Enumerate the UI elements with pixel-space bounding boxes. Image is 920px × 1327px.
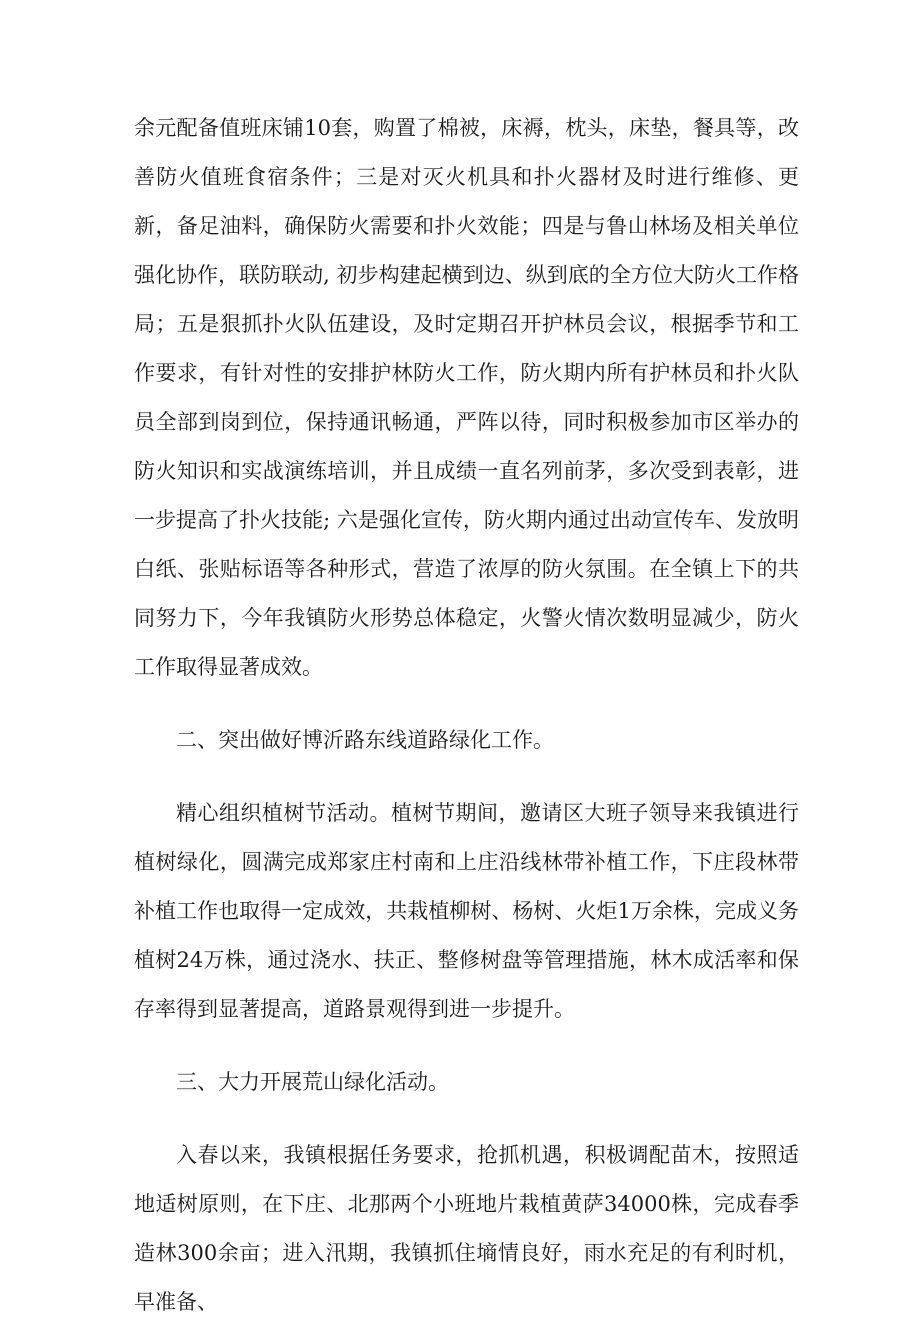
- paragraph-gap: [134, 1034, 799, 1058]
- section-heading-barren-hill-greening: 三、大力开展荒山绿化活动。: [176, 1070, 449, 1094]
- paragraph-gap: [134, 692, 799, 716]
- paragraph-gap: [134, 1107, 799, 1131]
- document-body: [134, 104, 799, 1327]
- paragraph-fire-prevention: 余元配备值班床铺10套，购置了棉被，床褥，枕头，床垫，餐具等，改善防火值班食宿条件；三是对灭火机具和扑火器材及时进行维修、更新，备足油料，确保防火需要和扑火效能；四是与鲁山林场及相关单位强化协作，联防联动, 初步构建起横到边、纵到底的全方位大防火工作格局；五是狠抓扑火队伍建设，及时定期召开护林员会议，根据季节和工作要求，有针对性的安排护林防火工作，防火期内所有护林员和扑火队员全部到岗到位，保持通讯畅通，严阵以待，同时积极参加市区举办的防火知识和实战演练培训，并且成绩一直名列前茅，多次受到表彰，进一步提高了扑火技能; 六是强化宣传，防火期内通过出动宣传车、发放明白纸、张贴标语等各种形式，营造了浓厚的防火氛围。在全镇上下的共同努力下，今年我镇防火形势总体稳定，火警火情次数明显减少，防火工作取得显著成效。: [134, 116, 799, 679]
- paragraph-tree-planting: 精心组织植树节活动。植树节期间，邀请区大班子领导来我镇进行植树绿化，圆满完成郑家庄村南和上庄沿线林带补植工作，下庄段林带补植工作也取得一定成效，共栽植柳树、杨树、火炬1万余株，完成义务植树24万株，通过浇水、扶正、整修树盘等管理措施，林木成活率和保存率得到显著提高，道路景观得到进一步提升。: [134, 801, 799, 1021]
- paragraph-gap: [134, 765, 799, 789]
- paragraph-spring-afforestation: 入春以来，我镇根据任务要求，抢抓机遇，积极调配苗木，按照适地适树原则，在下庄、北那两个小班地片栽植黄萨34000株，完成春季造林300余亩；进入汛期，我镇抓住墒情良好，雨水充足的有利时机，早准备、: [134, 1143, 799, 1314]
- section-heading-road-greening: 二、突出做好博沂路东线道路绿化工作。: [176, 728, 554, 752]
